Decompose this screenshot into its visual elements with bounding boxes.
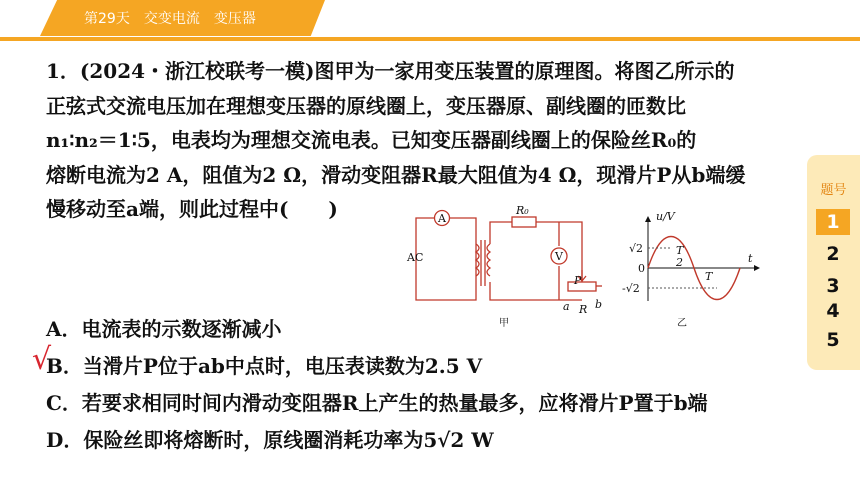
origin-label: 0 <box>638 262 645 275</box>
figure-jia-labels <box>406 206 602 329</box>
ac-source-label: AC <box>407 251 424 264</box>
period-label: T <box>705 270 713 283</box>
header-bar <box>0 0 860 40</box>
figure-yi-labels <box>622 210 753 329</box>
rheostat-label: R <box>579 303 588 316</box>
caption-yi: 乙 <box>677 318 687 329</box>
option-c[interactable] <box>46 386 708 420</box>
secondary-coil <box>487 244 490 276</box>
question-text <box>46 54 806 227</box>
t-axis-label: t <box>748 252 753 265</box>
end-b-label: b <box>595 298 603 311</box>
option-b[interactable] <box>32 342 483 383</box>
voltmeter-label: V <box>555 250 563 263</box>
amp-pos-label: √2 <box>629 242 644 255</box>
question-nav-item-2[interactable]: 2 <box>826 243 840 265</box>
option-a[interactable] <box>46 312 282 346</box>
question-nav-sidebar <box>807 155 860 370</box>
slider-label: P <box>574 274 582 287</box>
sidebar-title: 题号 <box>820 183 847 198</box>
option-label: A．电流表的示数逐渐减小 <box>46 317 282 341</box>
header-title: 第29天 交变电流 变压器 <box>84 11 256 27</box>
option-label: B．当滑片P位于ab中点时，电压表读数为2.5 V <box>46 354 483 378</box>
half-period-denominator: 2 <box>676 256 683 269</box>
rheostat <box>568 282 596 291</box>
check-mark-icon: √ <box>32 342 52 377</box>
amp-neg-label: -√2 <box>622 282 640 295</box>
figure-yi <box>645 216 760 301</box>
u-axis-arrow <box>645 216 651 222</box>
question-nav-item-3[interactable]: 3 <box>826 275 840 297</box>
option-d[interactable] <box>46 423 494 457</box>
r0-label: R₀ <box>516 206 529 217</box>
caption-jia: 甲 <box>499 318 509 329</box>
primary-circuit-wire <box>416 218 476 300</box>
question-line: 慢移动至a端，则此过程中( ) <box>46 197 338 221</box>
question-nav-item-5[interactable]: 5 <box>826 329 840 351</box>
question-line: 1．(2024・浙江校联考一模)图甲为一家用变压装置的原理图。将图乙所示的 <box>46 59 735 83</box>
t-axis-arrow <box>754 265 760 271</box>
option-label: D．保险丝即将熔断时，原线圈消耗功率为5√2 W <box>46 428 494 452</box>
option-label: C．若要求相同时间内滑动变阻器R上产生的热量最多，应将滑片P置于b端 <box>46 391 708 415</box>
u-axis-label: u/V <box>656 210 675 223</box>
header-underline <box>0 37 860 41</box>
figure-area <box>404 206 774 334</box>
question-line: 熔断电流为2 A，阻值为2 Ω，滑动变阻器R最大阻值为4 Ω，现滑片P从b端缓 <box>46 162 746 187</box>
question-nav-item-1[interactable]: 1 <box>816 209 850 235</box>
question-line: 正弦式交流电压加在理想变压器的原线圈上，变压器原、副线圈的匝数比 <box>46 93 686 118</box>
half-period-numerator: T <box>676 244 684 257</box>
r0-resistor <box>512 217 536 227</box>
ammeter-label: A <box>438 212 446 225</box>
question-line: n₁∶n₂＝1∶5，电表均为理想交流电表。已知变压器副线圈上的保险丝R₀的 <box>46 128 697 152</box>
end-a-label: a <box>563 300 570 313</box>
question-nav-item-4[interactable]: 4 <box>826 300 840 322</box>
